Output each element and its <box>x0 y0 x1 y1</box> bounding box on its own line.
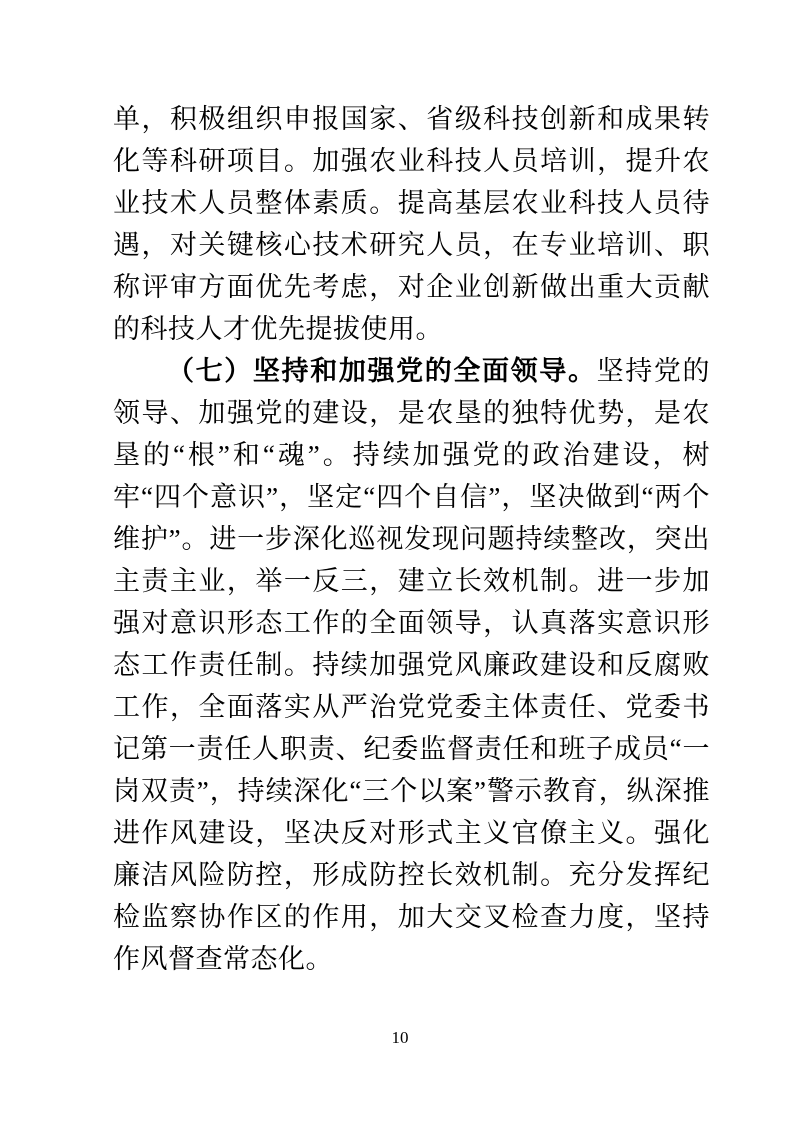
section-body-text: 坚持党的领导、加强党的建设，是农垦的独特优势，是农垦的“根”和“魂”。持续加强党的政治建设，树牢“四个意识”，坚定“四个自信”，坚决做到“两个维护”。进一步深化巡视发现问题持续整改，突出主责主业，举一反三，建立长效机制。进一步加强对意识形态工作的全面领导，认真落实意识形态工作责任制。持续加强党风廉政建设和反腐败工作，全面落实从严治党党委主体责任、党委书记第一责任人职责、纪委监督责任和班子成员“一岗双责”，持续深化“三个以案”警示教育，纵深推进作风建设，坚决反对形式主义官僚主义。强化廉洁风险防控，形成防控长效机制。充分发挥纪检监察协作区的作用，加大交叉检查力度，坚持作风督查常态化。 <box>113 356 711 974</box>
page-number: 10 <box>391 1028 409 1047</box>
paragraph-continuation: 单，积极组织申报国家、省级科技创新和成果转化等科研项目。加强农业科技人员培训，提升农业技术人员整体素质。提高基层农业科技人员待遇，对关键核心技术研究人员，在专业培训、职称评审方面优先考虑，对企业创新做出重大贡献的科技人才优先提拔使用。 <box>113 104 710 344</box>
paragraph-section-seven <box>113 350 710 980</box>
text-block <box>113 98 710 980</box>
section-heading: （七）坚持和加强党的全面领导。 <box>167 356 597 386</box>
